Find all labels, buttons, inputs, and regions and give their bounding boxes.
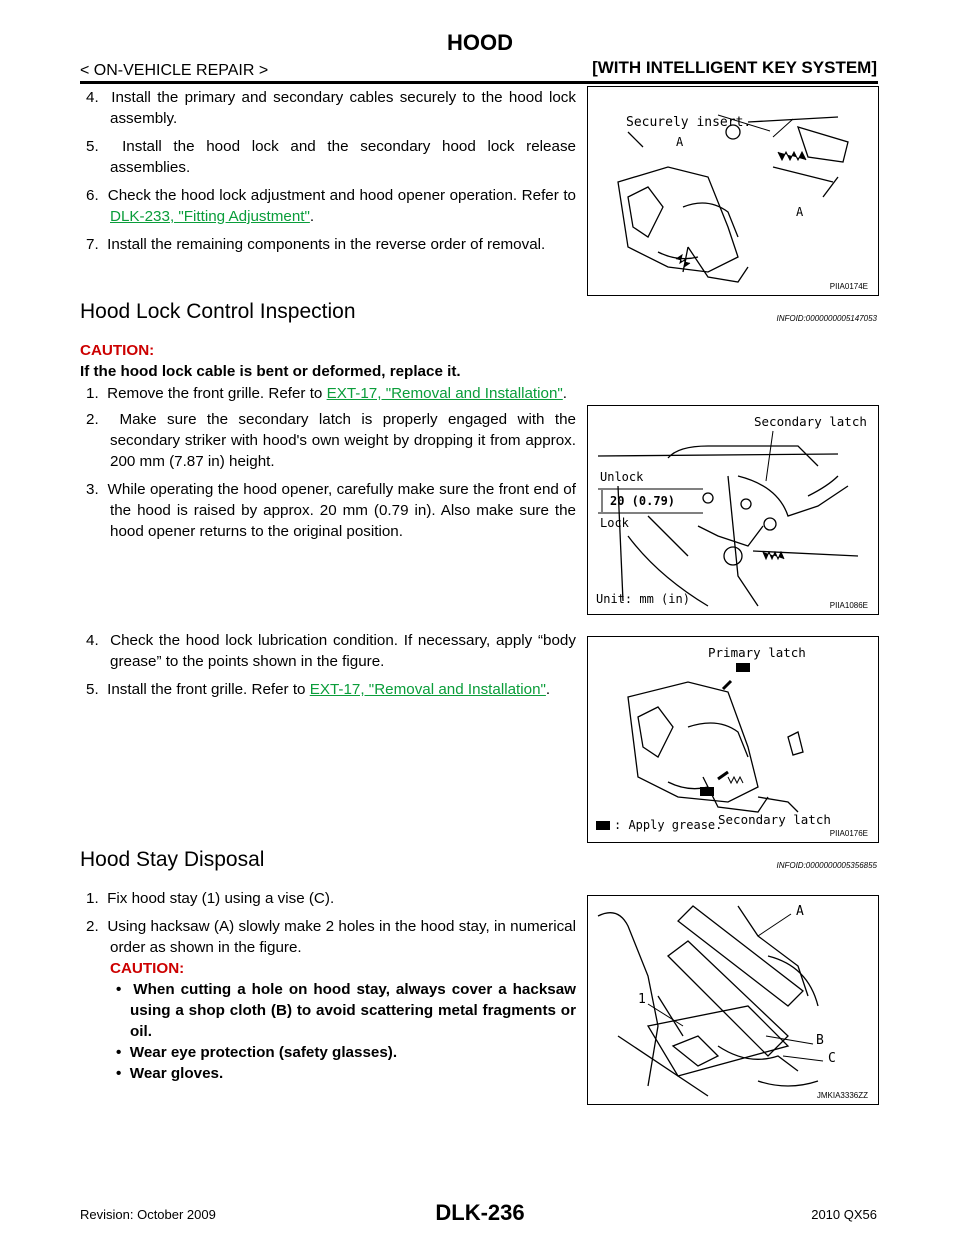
- section-breadcrumb: < ON-VEHICLE REPAIR >: [80, 62, 269, 79]
- stay-steps: [86, 888, 576, 1084]
- page-number: DLK-236: [435, 1200, 525, 1225]
- label-shop-cloth-b: B: [816, 1033, 824, 1048]
- stay-caution-label: CAUTION:: [110, 960, 185, 977]
- install-step-4: 4. Install the primary and secondary cables securely to the hood lock assembly.: [86, 89, 576, 127]
- inspection-steps-2-3: [86, 409, 576, 549]
- section-title-stay: Hood Stay Disposal: [80, 848, 265, 871]
- label-hacksaw-a: A: [796, 904, 804, 919]
- removal-installation-link[interactable]: EXT-17, "Removal and Installation": [326, 385, 563, 402]
- figure-code: JMKIA3336ZZ: [816, 1091, 868, 1100]
- inspection-step-5: 5. Install the front grille. Refer to EXT-17, "Removal and Installation".: [86, 681, 551, 698]
- secondary-latch-illustration: [588, 406, 878, 614]
- figure-code: PIIA0174E: [829, 282, 868, 291]
- footer-model: 2010 QX56: [811, 1207, 877, 1222]
- inspection-steps-4-5: [86, 630, 576, 707]
- removal-installation-link-2[interactable]: EXT-17, "Removal and Installation": [309, 681, 546, 698]
- dimension-label: 20 (0.79): [610, 494, 676, 508]
- install-step-7: 7. Install the remaining components in the reverse order of removal.: [86, 236, 546, 253]
- unit-label: Unit: mm (in): [596, 592, 690, 606]
- secondary-latch-label: Secondary latch: [754, 414, 867, 429]
- figure-code: PIIA1086E: [829, 601, 868, 610]
- lock-label: Lock: [600, 516, 629, 530]
- caution-text: If the hood lock cable is bent or deformed, replace it.: [80, 363, 461, 380]
- primary-latch-label: Primary latch: [708, 645, 806, 660]
- inspection-step-4: 4. Check the hood lock lubrication condition. If necessary, apply “body grease” to the points shown in the figure.: [86, 632, 576, 670]
- fitting-adjustment-link[interactable]: DLK-233, "Fitting Adjustment": [110, 208, 310, 225]
- inspection-caution: [80, 340, 870, 382]
- caution-label: CAUTION:: [80, 342, 155, 359]
- header-rule: [80, 81, 878, 84]
- install-steps: [86, 87, 576, 262]
- infoid-inspection: INFOID:0000000005147053: [776, 314, 877, 323]
- stay-caution-bullet-1: • When cutting a hole on hood stay, always cover a hacksaw using a shop cloth (B) to avoid scattering metal fragments or oil.: [116, 981, 576, 1040]
- install-step-6: 6. Check the hood lock adjustment and hood opener operation. Refer to DLK-233, "Fitting Adjustment".: [86, 187, 576, 225]
- inspection-step-2: 2. Make sure the secondary latch is properly engaged with the secondary striker with hood's own weight by dropping it from approx. 200 mm (7.87 in) height.: [86, 411, 576, 470]
- infoid-stay: INFOID:0000000005356855: [776, 861, 877, 870]
- inspection-step-1: 1. Remove the front grille. Refer to EXT-17, "Removal and Installation".: [86, 385, 568, 402]
- stay-caution-bullet-3: • Wear gloves.: [116, 1065, 224, 1082]
- system-label: [WITH INTELLIGENT KEY SYSTEM]: [592, 58, 877, 77]
- label-a-2: A: [796, 205, 804, 219]
- page-title: HOOD: [447, 30, 513, 55]
- hood-lock-cable-figure: [587, 86, 879, 296]
- label-a-1: A: [676, 135, 684, 149]
- label-vise-c: C: [828, 1051, 836, 1066]
- inspection-step-3: 3. While operating the hood opener, carefully make sure the front end of the hood is raised by approx. 20 mm (0.79 in). Also make sure the hood opener returns to the original position.: [86, 481, 576, 540]
- section-title-inspection: Hood Lock Control Inspection: [80, 300, 356, 323]
- grease-points-figure: [587, 636, 879, 843]
- stay-caution-block: [86, 958, 576, 1084]
- stay-step-1: 1. Fix hood stay (1) using a vise (C).: [86, 890, 335, 907]
- install-step-5: 5. Install the hood lock and the secondary hood lock release assemblies.: [86, 138, 576, 176]
- stay-step-2: 2. Using hacksaw (A) slowly make 2 holes in the hood stay, in numerical order as shown in the figure.: [86, 918, 576, 956]
- hood-stay-cut-illustration: [588, 896, 878, 1104]
- apply-grease-label: : Apply grease.: [614, 818, 723, 832]
- footer-revision: Revision: October 2009: [80, 1207, 216, 1222]
- unlock-label: Unlock: [600, 470, 644, 484]
- figure-code: PIIA0176E: [829, 829, 868, 838]
- hood-stay-cut-figure: [587, 895, 879, 1105]
- secondary-latch-label-2: Secondary latch: [718, 812, 831, 827]
- label-hood-stay-1: 1: [638, 992, 646, 1007]
- securely-insert-label: Securely insert.: [626, 115, 752, 130]
- stay-caution-bullet-2: • Wear eye protection (safety glasses).: [116, 1044, 398, 1061]
- secondary-latch-figure: [587, 405, 879, 615]
